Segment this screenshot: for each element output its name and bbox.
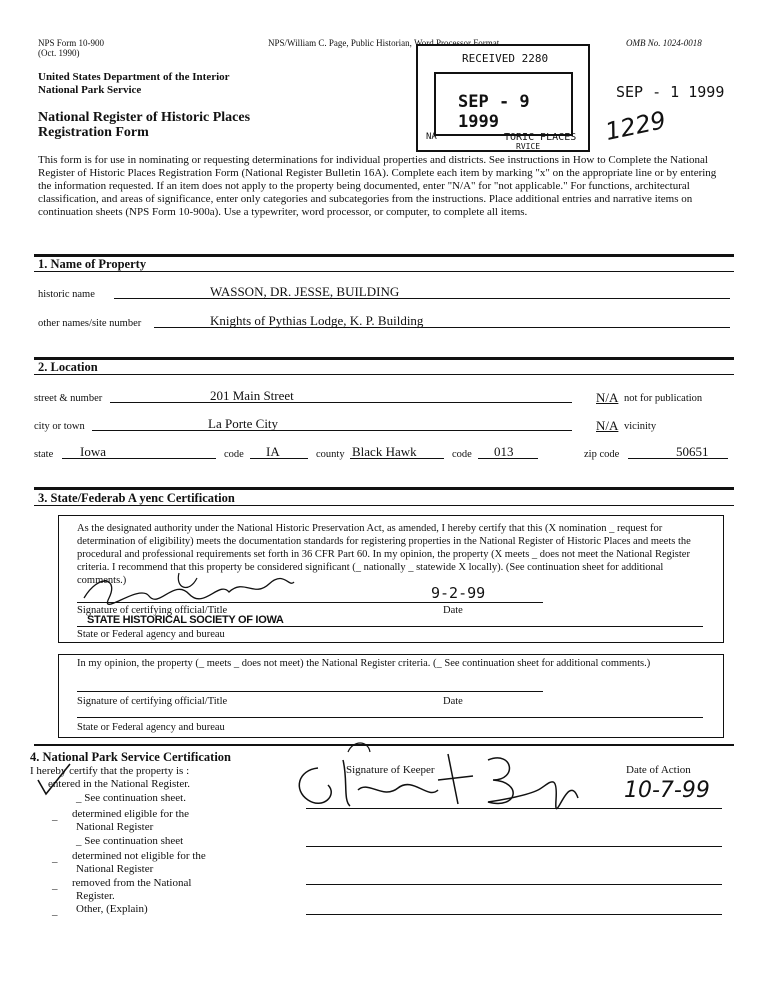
city-label: city or town (34, 421, 85, 432)
code2-label: code (452, 449, 472, 460)
det-eligible-1: determined eligible for the (72, 808, 189, 820)
state-value: Iowa (80, 444, 106, 459)
keeper-line-3 (306, 884, 722, 885)
section4-title: 4. National Park Service Certification (30, 750, 231, 764)
form-number: NPS Form 10-900 (38, 38, 105, 48)
county-value: Black Hawk (352, 444, 417, 459)
stamp-bottom-left: NA (426, 132, 437, 142)
state-cert-box (58, 515, 724, 643)
form-title: National Register of Historic Places (38, 110, 251, 125)
code-value: IA (266, 444, 280, 459)
handwritten-number: 1229 (602, 105, 669, 147)
section2-underline (34, 374, 734, 375)
sig-label: Signature of certifying official/Title (77, 605, 228, 616)
code2-value: 013 (494, 444, 514, 459)
opinion-text: In my opinion, the property (_ meets _ does not meet) the National Register criteria. (_ See continuation sheet for additional comments.) (77, 658, 651, 669)
street-label: street & number (34, 393, 103, 404)
stamp-date-box (434, 72, 573, 136)
agency-value: STATE HISTORICAL SOCIETY OF IOWA (87, 614, 284, 626)
stamp-bottom-right: TORIC PLACES (504, 132, 577, 143)
other-names-label: other names/site number (38, 318, 142, 329)
not-eligible-1: determined not eligible for the (72, 850, 206, 862)
see-continuation-2: _ See continuation sheet (76, 835, 184, 847)
bullet-3: _ (52, 879, 58, 891)
removed-1: removed from the National (72, 877, 192, 889)
street-value: 201 Main Street (210, 388, 294, 403)
other-explain: Other, (Explain) (76, 903, 148, 915)
section1-title: 1. Name of Property (38, 257, 147, 271)
sig2-label: Signature of certifying official/Title (77, 696, 228, 707)
historic-name-label: historic name (38, 289, 95, 300)
department: United States Department of the Interior (38, 71, 230, 83)
check-mark-icon (34, 762, 74, 798)
keeper-line-4 (306, 914, 722, 915)
state-label: state (34, 449, 54, 460)
not-for-publication: not for publication (624, 393, 703, 404)
section3-underline (34, 505, 734, 506)
agency2-label: State or Federal agency and bureau (77, 722, 225, 733)
opinion-box (58, 654, 724, 738)
credit-line: NPS/William C. Page, Public Historian, Word Processor Format (268, 38, 500, 48)
county-label: county (316, 449, 345, 460)
official-signature (79, 568, 299, 608)
city-value: La Porte City (208, 416, 279, 431)
agency-label: State or Federal agency and bureau (77, 629, 225, 640)
na-publication: N/A (596, 390, 619, 405)
date2-label: Date (443, 696, 463, 707)
section3-title: 3. State/Federab A yenc Certification (38, 491, 235, 505)
agency2-line (77, 717, 703, 718)
sig-date-value: 9-2-99 (431, 584, 486, 602)
keeper-line-1 (306, 808, 722, 809)
historic-name-line (114, 298, 730, 299)
section3-rule (34, 487, 734, 490)
date-action-label: Date of Action (626, 764, 691, 776)
date-label: Date (443, 605, 463, 616)
bullet-4: _ (52, 905, 58, 917)
cert-text: As the designated authority under the National Historic Preservation Act, as amended, I hereby certify that this (X nomination _ request for determination of eligibility) meets the documentation standards for registering properties in the National Register of Historic Places and meets the procedural and professional requirements set forth in 36 CFR Part 60. In my opinion, the property (X meets _ does not meet the National Register criteria. I recommend that this property be considered significant (_ nationally _ statewide X locally). (See continuation sheet for additional comments.) (77, 523, 691, 586)
zip-value: 50651 (676, 444, 709, 459)
section2-title: 2. Location (38, 360, 98, 374)
code-label: code (224, 449, 244, 460)
vicinity-label: vicinity (624, 421, 657, 432)
entered-option: entered in the National Register. (48, 778, 191, 790)
handwritten-date: SEP - 1 1999 (616, 83, 725, 101)
service: National Park Service (38, 84, 142, 96)
removed-2: Register. (76, 890, 115, 902)
historic-name-value: WASSON, DR. JESSE, BUILDING (210, 284, 400, 299)
section2-rule (34, 357, 734, 360)
not-eligible-2: National Register (76, 863, 154, 875)
certify-text: I hereby certify that the property is : (30, 765, 190, 777)
street-line (110, 402, 572, 403)
stamp-received: RECEIVED 2280 (462, 52, 549, 65)
city-line (92, 430, 572, 431)
det-eligible-2: National Register (76, 821, 154, 833)
received-stamp (416, 44, 590, 152)
section1-underline (34, 271, 734, 272)
form-subtitle: Registration Form (38, 125, 149, 140)
date-action-value: 10-7-99 (624, 778, 710, 803)
zip-label: zip code (584, 449, 620, 460)
bullet-2: _ (52, 852, 58, 864)
other-names-value: Knights of Pythias Lodge, K. P. Building (210, 313, 424, 328)
keeper-line-2 (306, 846, 722, 847)
sig2-line (77, 691, 543, 692)
na-vicinity: N/A (596, 418, 619, 433)
agency-line (77, 626, 703, 627)
omb-number: OMB No. 1024-0018 (626, 38, 702, 48)
stamp-bottom-sub: RVICE (516, 142, 541, 151)
signature-keeper-label: Signature of Keeper (346, 764, 435, 776)
instructions: This form is for use in nominating or requesting determinations for individual properties and districts. See instructions in How to Complete the National Register of Historic Places Registration Form (National Register Bulletin 16A). Complete each item by marking "x" on the appropriate line or by entering the information requested. If an item does not apply to the property being documented, enter "N/A" for "not applicable." For functions, architectural classification, and areas of significance, enter only categories and subcategories from the instructions. Place additional entries and narrative items on continuation sheets (NPS Form 10-900a). Use a typewriter, word processor, or computer, to complete all items. (38, 154, 717, 218)
stamp-date: SEP - 9 1999 (458, 92, 530, 132)
bullet-1: _ (52, 810, 58, 822)
see-continuation-1: _ See continuation sheet. (76, 792, 186, 804)
form-date: (Oct. 1990) (38, 48, 80, 58)
